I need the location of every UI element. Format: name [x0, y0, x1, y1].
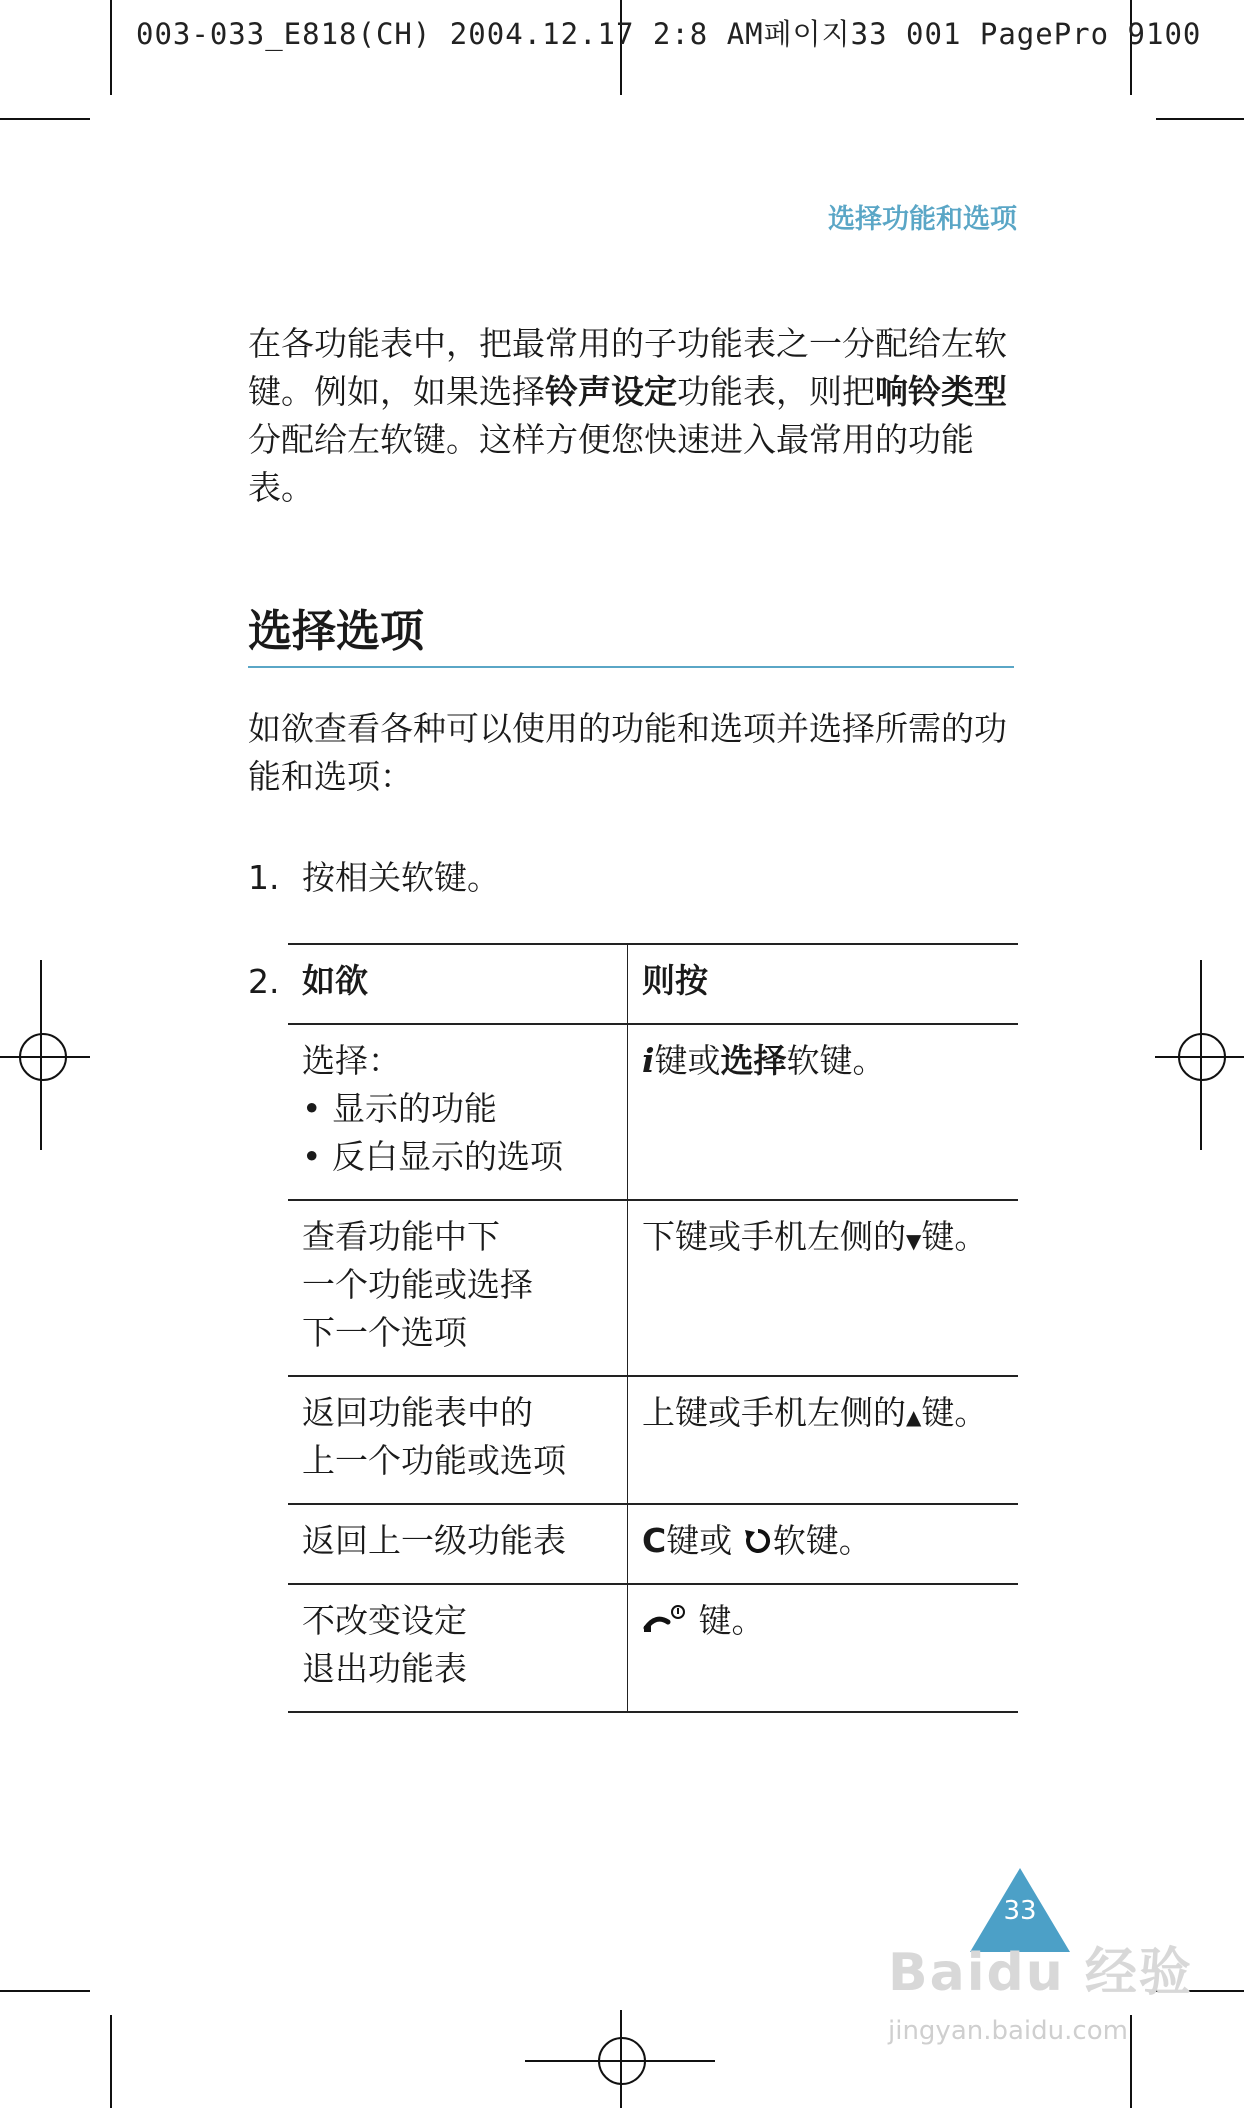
row-action: 返回上一级功能表 — [288, 1504, 628, 1584]
crop-mark — [110, 0, 112, 95]
row-action — [288, 1200, 628, 1376]
cell-line: 查看功能中下 — [302, 1217, 500, 1256]
crop-mark — [1130, 2015, 1132, 2108]
table-row — [288, 1200, 1018, 1376]
cell-line: 下一个选项 — [302, 1313, 467, 1352]
watermark-logo: Baidu 经验 — [888, 1943, 1193, 2003]
page-number: 33 — [1003, 1896, 1037, 1926]
cell-line: 退出功能表 — [302, 1649, 467, 1688]
operation-table — [288, 943, 1018, 1713]
cell-text: 软键。 — [772, 1521, 872, 1560]
cell-text: 下键或手机左侧的 — [642, 1217, 906, 1256]
registration-mark — [19, 1033, 67, 1081]
bullet-item: • 反白显示的选项 — [302, 1133, 613, 1181]
volume-down-icon: ▼ — [906, 1229, 922, 1253]
cell-text: 键或 — [666, 1521, 733, 1560]
table-row — [288, 1024, 1018, 1200]
table-row — [288, 1376, 1018, 1504]
cell-line: 上一个功能或选项 — [302, 1441, 566, 1480]
row-action — [288, 1584, 628, 1712]
row-key — [628, 1584, 1019, 1712]
section-title: 选择选项 — [248, 606, 424, 657]
cell-text: 键。 — [921, 1393, 988, 1432]
intro-paragraph: 如欲查看各种可以使用的功能和选项并选择所需的功能和选项： — [248, 709, 1007, 796]
crop-mark — [1156, 118, 1244, 120]
row-key — [628, 1200, 1019, 1376]
para-text: 功能表，则把 — [677, 372, 875, 411]
step-number: 1. — [248, 858, 280, 897]
row-action — [288, 1376, 628, 1504]
section-rule — [248, 666, 1014, 668]
table-row — [288, 1504, 1018, 1584]
step-text: 按相关软键。 — [302, 858, 500, 897]
watermark-url: jingyan.baidu.com — [888, 2016, 1128, 2046]
step-2-number: 2. — [248, 962, 280, 1001]
cell-text: 键。 — [698, 1601, 765, 1640]
crop-mark — [110, 2015, 112, 2108]
registration-mark — [1178, 1033, 1226, 1081]
row-action — [288, 1024, 628, 1200]
cell-line: 选择： — [302, 1041, 401, 1080]
table-header-row — [288, 944, 1018, 1024]
cell-bold: C — [642, 1521, 667, 1560]
row-key — [628, 1504, 1019, 1584]
cell-line: 返回功能表中的 — [302, 1393, 533, 1432]
header-col2: 则按 — [628, 944, 1019, 1024]
para-text: 分配给左软键。这样方便您快速进入最常用的功能表。 — [248, 420, 974, 507]
para-text: 在各功能表中，把最常用的子功能表之一分配给左软键。例如，如果选择 — [248, 324, 1007, 411]
cell-text: 软键。 — [786, 1041, 886, 1080]
body-paragraph — [248, 320, 1008, 512]
info-key-icon: i — [642, 1041, 655, 1080]
crop-mark — [0, 118, 90, 120]
header-col1: 如欲 — [288, 944, 628, 1024]
volume-up-icon: ▲ — [906, 1405, 922, 1429]
registration-mark — [598, 2037, 646, 2085]
cell-text: 键或 — [654, 1041, 721, 1080]
cell-line: 一个功能或选择 — [302, 1265, 533, 1304]
para-bold: 响铃类型 — [875, 372, 1007, 411]
end-call-icon — [642, 1604, 688, 1638]
bullet-item: • 显示的功能 — [302, 1085, 613, 1133]
row-key — [628, 1376, 1019, 1504]
cell-text: 键。 — [921, 1217, 988, 1256]
cell-text: 上键或手机左侧的 — [642, 1393, 906, 1432]
back-icon — [743, 1526, 773, 1556]
row-key — [628, 1024, 1019, 1200]
running-head: 选择功能和选项 — [828, 204, 1017, 235]
step-1 — [248, 852, 500, 899]
table-row — [288, 1584, 1018, 1712]
print-header: 003-033_E818(CH) 2004.12.17 2:8 AM페이지33 001 PagePro 9100 — [136, 17, 1202, 51]
cell-bold: 选择 — [720, 1041, 787, 1080]
crop-mark — [0, 1990, 90, 1992]
cell-line: 不改变设定 — [302, 1601, 467, 1640]
para-bold: 铃声设定 — [545, 372, 677, 411]
